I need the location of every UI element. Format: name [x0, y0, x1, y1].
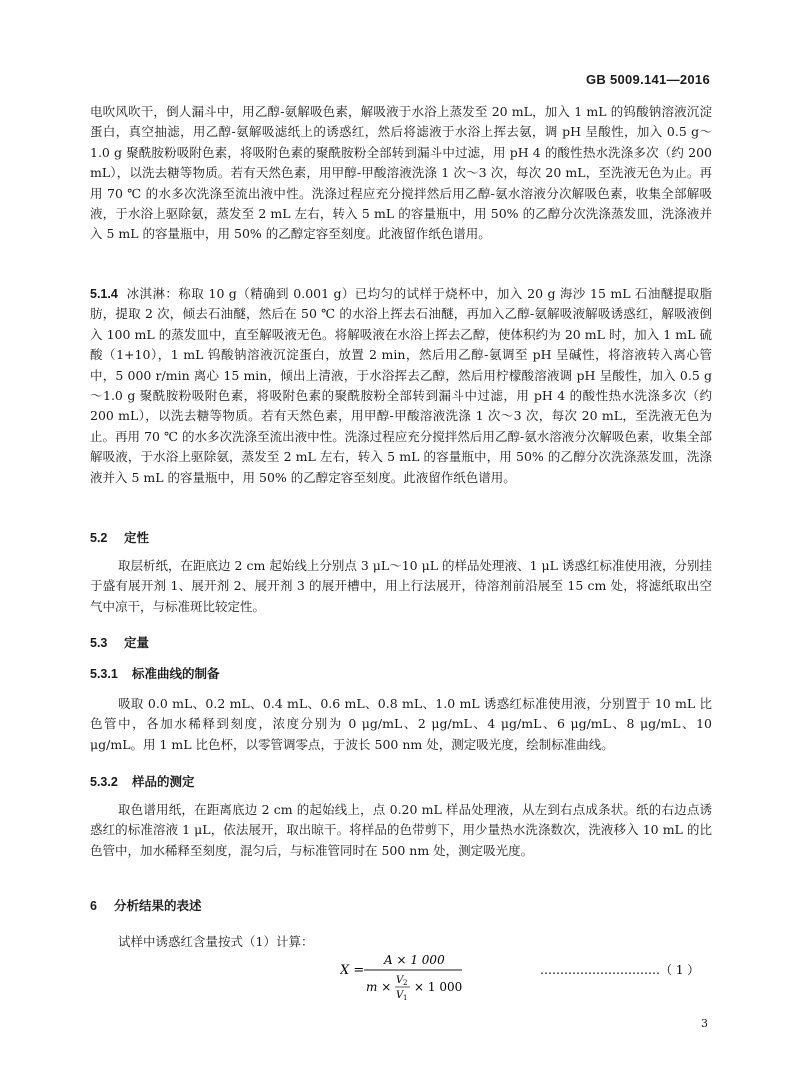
- section-title: 样品的测定: [132, 775, 195, 789]
- section-6-heading: [90, 896, 712, 916]
- section-5-3-1-heading: [90, 664, 712, 684]
- formula-v1: V: [396, 990, 404, 1001]
- formula-v2: V: [396, 975, 404, 986]
- section-number: 5.3.1: [90, 667, 118, 681]
- section-title: 定量: [124, 636, 150, 650]
- section-5-3-1-body: [90, 694, 712, 755]
- section-number: 5.3: [90, 636, 108, 650]
- section-number: 6: [90, 899, 97, 913]
- formula-numerator: A × 1 000: [384, 953, 445, 967]
- formula-v2-subscript: 2: [403, 979, 408, 987]
- section-title: 定性: [124, 531, 150, 545]
- paragraph-text: 取色谱用纸，在距离底边 2 cm 的起始线上，点 0.20 mL 样品处理液，从左到右点成条状。纸的右边点诱惑红的标准溶液 1 μL，依法展开，取出晾干。将样品的色带剪下，用少量热水洗涤数次，洗液移入 10 mL 的比色管中，加水稀释至刻度，混匀后，与标准管同时在 500 nm 处，测定吸光度。: [90, 802, 712, 858]
- section-5-3-2-heading: [90, 772, 712, 792]
- section-number: 5.2: [90, 531, 108, 545]
- section-text: 冰淇淋：称取 10 g（精确到 0.001 g）已均匀的试样于烧杯中，加入 20 g 海沙 15 mL 石油醚提取脂肪，提取 2 次，倾去石油醚，然后在 50 ℃ 的水浴上挥去石油醚，再加入乙醇-氨解吸液解吸诱惑红，解吸液倒入 100 mL 的蒸发皿中，直至解吸液无色。将解吸液在水浴上挥去乙醇，使体积约为 20 mL 时，加入 1 mL 硫酸（1+10），1 mL 钨酸钠溶液沉淀蛋白，放置 2 min，然后用乙醇-氨调至 pH 呈碱性，将溶液转入离心管中，5 000 r/min 离心 15 min，倾出上清液，于水浴挥去乙醇，然后用柠檬酸溶液调 pH 呈酸性，加入 0.5 g～1.0 g 聚酰胺粉吸附色素，将吸附色素的聚酰胺粉全部转到漏斗中过滤，用 pH 4 的酸性热水洗涤多次（约 200 mL），以洗去糖等物质。若有天然色素，用甲醇-甲酸溶液洗涤 1 次～3 次，每次 20 mL，至洗液无色为止。再用 70 ℃ 的水多次洗涤至流出液中性。洗涤过程应充分搅拌然后用乙醇-氨水溶液分次解吸色素，收集全部解吸液，于水浴上驱除氨，蒸发至 2 mL 左右，转入 5 mL 的容量瓶中，用 50% 的乙醇分次洗涤蒸发皿，洗涤液并入 5 mL 的容量瓶中，用 50% 的乙醇定容至刻度。此液留作纸色谱用。: [90, 286, 712, 485]
- paragraph-text: 试样中诱惑红含量按式（1）计算：: [118, 934, 314, 949]
- formula-v1-subscript: 1: [403, 994, 408, 1002]
- section-5-2-body: [90, 556, 712, 617]
- equation-number: …………………………（ 1 ）: [540, 963, 700, 977]
- section-title: 标准曲线的制备: [132, 667, 220, 681]
- paragraph-continuation: [90, 102, 712, 245]
- paragraph-text: 电吹风吹干，倒人漏斗中，用乙醇-氨解吸色素，解吸液于水浴上蒸发至 20 mL，加入 1 mL 的钨酸钠溶液沉淀蛋白，真空抽滤，用乙醇-氨解吸滤纸上的诱惑红，然后将滤液于水浴上挥去氨，调 pH 呈酸性，加入 0.5 g～1.0 g 聚酰胺粉吸附色素，将吸附色素的聚酰胺粉全部转到漏斗中过滤，用 pH 4 的酸性热水洗涤多次（约 200 mL），以洗去糖等物质。若有天然色素，用甲醇-甲酸溶液洗涤 1 次～3 次，每次 20 mL，至洗液无色为止。再用 70 ℃ 的水多次洗涤至流出液中性。洗涤过程应充分搅拌然后用乙醇-氨水溶液分次解吸色素，收集全部解吸液，于水浴上驱除氨，蒸发至 2 mL 左右，转入 5 mL 的容量瓶中，用 50% 的乙醇分次洗涤蒸发皿，洗涤液并入 5 mL 的容量瓶中，用 50% 的乙醇定容至刻度。此液留作纸色谱用。: [90, 104, 712, 242]
- standard-number: GB 5009.141—2016: [585, 72, 710, 87]
- section-5-3-heading: [90, 633, 712, 653]
- formula-lhs: X =: [340, 963, 365, 978]
- page-number: 3: [701, 1017, 708, 1030]
- paragraph-text: 取层析纸，在距底边 2 cm 起始线上分别点 3 μL～10 μL 的样品处理液、1 μL 诱惑红标准使用液，分别挂于盛有展开剂 1、展开剂 2、展开剂 3 的展开槽中，用上行法展开，待溶剂前沿展至 15 cm 处，将滤纸取出空气中凉干，与标准斑比较定性。: [90, 558, 712, 614]
- section-5-2-heading: [90, 528, 712, 548]
- section-number: 5.1.4: [90, 287, 118, 301]
- formula-graphic: [340, 950, 720, 1010]
- section-5-3-2-body: [90, 800, 712, 861]
- formula-denominator-tail: × 1 000: [414, 980, 463, 994]
- formula-denominator-m: m ×: [366, 980, 392, 994]
- section-number: 5.3.2: [90, 775, 118, 789]
- formula-1: [340, 950, 720, 1010]
- paragraph-text: 吸取 0.0 mL、0.2 mL、0.4 mL、0.6 mL、0.8 mL、1.0 mL 诱惑红标准使用液，分别置于 10 mL 比色管中，各加水稀释到刻度，浓度分别为 0 μg/mL、2 μg/mL、4 μg/mL、6 μg/mL、8 μg/mL、10 μg/mL。用 1 mL 比色杯，以零管调零点，于波长 500 nm 处，测定吸光度，绘制标准曲线。: [90, 696, 712, 752]
- section-5-1-4: [90, 284, 712, 488]
- section-title: 分析结果的表述: [114, 899, 202, 913]
